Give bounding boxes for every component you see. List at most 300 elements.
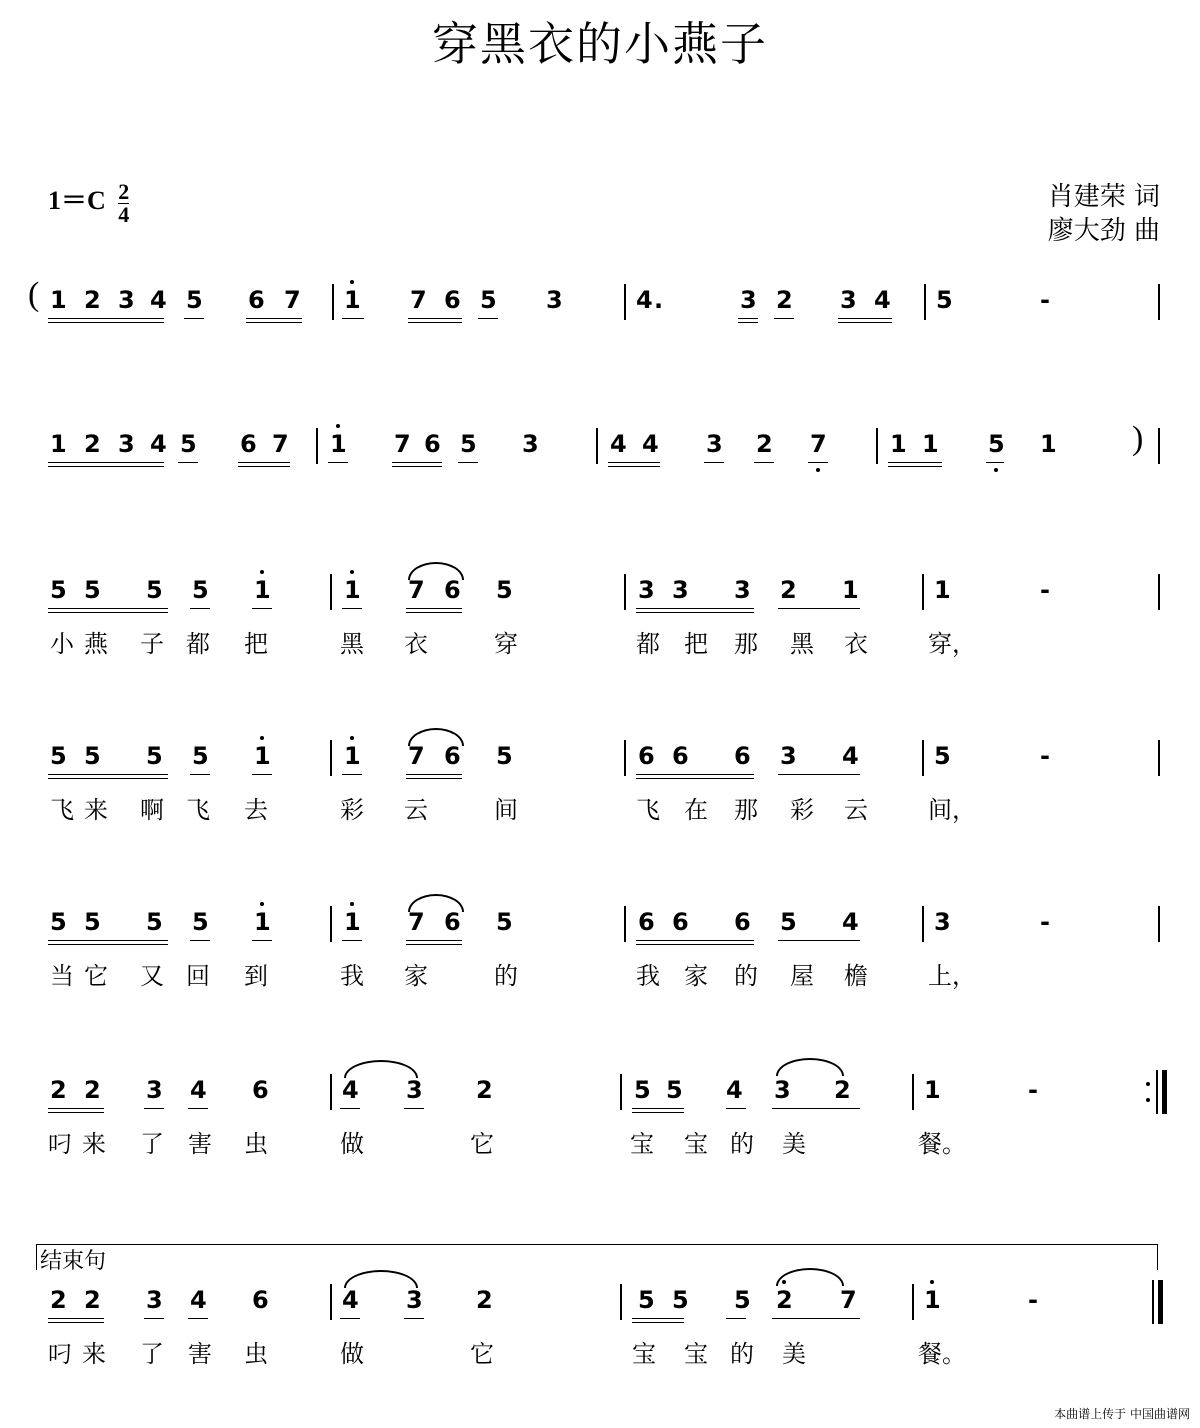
slur [408, 894, 464, 912]
lyric-char: 把 [684, 630, 708, 658]
beam [48, 1318, 104, 1319]
note: 3 [706, 430, 723, 458]
footer-watermark: 本曲谱上传于 中国曲谱网 [1054, 1407, 1190, 1421]
note: 1 [924, 1076, 941, 1104]
beam [48, 1108, 104, 1109]
beam [608, 462, 660, 463]
barline [922, 574, 924, 610]
note: 1 [922, 430, 939, 458]
note: 2 [776, 1286, 793, 1314]
lyric-char: 了 [140, 1130, 164, 1158]
barline [620, 1284, 622, 1320]
note: 5 [672, 1286, 689, 1314]
note: 5 [146, 742, 163, 770]
beam [342, 608, 362, 609]
beam [632, 1318, 684, 1319]
ending-box-left [36, 1244, 37, 1270]
beam [252, 774, 272, 775]
note: 5 [186, 286, 203, 314]
barline [330, 574, 332, 610]
note: 5 [638, 1286, 655, 1314]
beam [458, 462, 478, 463]
barline [1158, 906, 1160, 942]
barline [1156, 1070, 1158, 1114]
beam [408, 322, 462, 323]
thick-barline [1158, 1280, 1163, 1324]
note: - [1040, 742, 1050, 770]
barline [620, 1074, 622, 1110]
beam [838, 322, 892, 323]
lyric-char: 在 [684, 796, 708, 824]
lyric-char: 来 [82, 1130, 106, 1158]
note: 5 [146, 908, 163, 936]
barline [1158, 574, 1160, 610]
lyric-char: 来 [84, 796, 108, 824]
beam [342, 940, 362, 941]
note: 1 [842, 576, 859, 604]
note: 5 [936, 286, 953, 314]
note: 2 [834, 1076, 851, 1104]
beam [48, 608, 168, 609]
lyric-char: 家 [404, 962, 428, 990]
beam [190, 608, 210, 609]
note: 5 [192, 742, 209, 770]
note: 3 [774, 1076, 791, 1104]
note: 7 [408, 576, 425, 604]
barline [924, 284, 926, 320]
slur [408, 728, 464, 746]
repeat-dot [1146, 1098, 1150, 1102]
lyric-char: 的 [730, 1130, 754, 1158]
note: 7 [810, 430, 827, 458]
note: 7 [284, 286, 301, 314]
note: 7 [394, 430, 411, 458]
close-paren: ) [1132, 420, 1144, 457]
lyric-char: 燕 [84, 630, 108, 658]
lyric-char: 叼 [48, 1130, 72, 1158]
beam [392, 466, 442, 467]
high-octave-dot [350, 570, 354, 574]
note: . [654, 286, 664, 314]
lyric-char: 飞 [636, 796, 660, 824]
page-title: 穿黑衣的小燕子 [432, 17, 768, 71]
note: 2 [84, 286, 101, 314]
high-octave-dot [260, 902, 264, 906]
note: - [1040, 908, 1050, 936]
beam [406, 608, 462, 609]
note: 5 [180, 430, 197, 458]
note: 5 [50, 742, 67, 770]
beam [184, 318, 204, 319]
beam [252, 608, 272, 609]
barline [624, 574, 626, 610]
lyricist-credit: 肖建荣 词 [1047, 182, 1160, 212]
barline [624, 906, 626, 942]
beam [726, 1108, 746, 1109]
lyric-char: 做 [340, 1130, 364, 1158]
note: 2 [84, 1076, 101, 1104]
credits [1048, 180, 1160, 248]
slur [408, 562, 464, 580]
note: 5 [192, 908, 209, 936]
barline [596, 428, 598, 464]
beam [778, 608, 860, 609]
beam [808, 462, 828, 463]
beam [632, 1108, 684, 1109]
note: 3 [546, 286, 563, 314]
key-label: 1＝C [48, 186, 106, 215]
beam [986, 462, 1004, 463]
beam [408, 318, 462, 319]
lyric-char: 又 [140, 962, 164, 990]
lyric-char: 了 [140, 1340, 164, 1368]
note: 5 [734, 1286, 751, 1314]
lyric-char: 彩 [340, 796, 364, 824]
lyric-char: 美 [782, 1340, 806, 1368]
note: 3 [734, 576, 751, 604]
note: - [1040, 286, 1050, 314]
note: 7 [408, 742, 425, 770]
note: 6 [252, 1076, 269, 1104]
note: 3 [406, 1076, 423, 1104]
note: 4 [842, 742, 859, 770]
note: 1 [934, 576, 951, 604]
barline [922, 906, 924, 942]
beam [48, 612, 168, 613]
note: 4 [190, 1076, 207, 1104]
beam [392, 462, 442, 463]
note: 6 [424, 430, 441, 458]
note: 4 [610, 430, 627, 458]
barline [624, 740, 626, 776]
lyric-char: 黑 [790, 630, 814, 658]
low-octave-dot [994, 468, 998, 472]
lyric-char: 害 [188, 1130, 212, 1158]
barline [624, 284, 626, 320]
note: 1 [344, 576, 361, 604]
beam [238, 462, 290, 463]
note: - [1028, 1076, 1038, 1104]
barline [1158, 740, 1160, 776]
note: 3 [740, 286, 757, 314]
lyric-char: 宝 [684, 1130, 708, 1158]
barline [876, 428, 878, 464]
lyric-char: 飞 [186, 796, 210, 824]
lyric-char: 穿 [494, 630, 518, 658]
ending-box [36, 1244, 1158, 1245]
note: 1 [254, 576, 271, 604]
note: 5 [934, 742, 951, 770]
lyric-char: 当 [50, 962, 74, 990]
barline [316, 428, 318, 464]
note: 5 [480, 286, 497, 314]
lyric-char: 衣 [844, 630, 868, 658]
barline [1158, 284, 1160, 320]
note: 4 [636, 286, 653, 314]
note: 5 [496, 742, 513, 770]
beam [636, 608, 754, 609]
note: 6 [444, 742, 461, 770]
barline [912, 1074, 914, 1110]
note: 3 [118, 430, 135, 458]
note: 7 [408, 908, 425, 936]
beam [888, 462, 942, 463]
beam [726, 1318, 746, 1319]
beam [48, 322, 164, 323]
note: 6 [672, 908, 689, 936]
note: 4 [642, 430, 659, 458]
beam [48, 462, 164, 463]
beam [406, 774, 462, 775]
lyric-char: 屋 [790, 962, 814, 990]
note: 6 [734, 742, 751, 770]
beam [144, 1108, 164, 1109]
lyric-char: 子 [140, 630, 164, 658]
note: 3 [118, 286, 135, 314]
lyric-char: 餐。 [918, 1130, 966, 1158]
beam [704, 462, 724, 463]
note: 3 [146, 1286, 163, 1314]
note: 2 [776, 286, 793, 314]
high-octave-dot [350, 280, 354, 284]
beam [238, 466, 290, 467]
lyric-char: 云 [844, 796, 868, 824]
beam [48, 774, 168, 775]
lyric-char: 虫 [244, 1340, 268, 1368]
note: 4 [726, 1076, 743, 1104]
note: 6 [444, 576, 461, 604]
beam [188, 1108, 208, 1109]
slur [776, 1058, 844, 1076]
barline [330, 1284, 332, 1320]
note: 2 [50, 1076, 67, 1104]
lyric-char: 美 [782, 1130, 806, 1158]
note: 2 [84, 1286, 101, 1314]
lyric-char: 飞 [50, 796, 74, 824]
barline [332, 284, 334, 320]
note: 5 [84, 576, 101, 604]
beam [48, 1322, 104, 1323]
note: 6 [252, 1286, 269, 1314]
note: 3 [638, 576, 655, 604]
note: 4 [842, 908, 859, 936]
beam [636, 940, 754, 941]
beam [772, 1318, 860, 1319]
lyric-char: 衣 [404, 630, 428, 658]
lyric-char: 那 [734, 796, 758, 824]
high-octave-dot [336, 424, 340, 428]
open-paren: ( [28, 276, 40, 313]
beam [178, 462, 198, 463]
time-sig-bottom: 4 [118, 201, 130, 227]
beam [636, 944, 754, 945]
note: 6 [240, 430, 257, 458]
note: 5 [780, 908, 797, 936]
note: 5 [666, 1076, 683, 1104]
lyric-char: 檐 [844, 962, 868, 990]
beam [738, 318, 758, 319]
beam [188, 1318, 208, 1319]
note: 5 [496, 576, 513, 604]
lyric-char: 穿， [928, 630, 976, 658]
lyric-char: 黑 [340, 630, 364, 658]
slur [344, 1270, 418, 1288]
beam [48, 778, 168, 779]
note: 5 [50, 908, 67, 936]
beam [406, 612, 462, 613]
note: 4 [342, 1286, 359, 1314]
lyric-char: 做 [340, 1340, 364, 1368]
beam [636, 774, 754, 775]
lyric-char: 家 [684, 962, 708, 990]
key-signature [48, 180, 129, 226]
beam [772, 1108, 860, 1109]
lyric-char: 把 [244, 630, 268, 658]
lyric-char: 餐。 [918, 1340, 966, 1368]
lyric-char: 都 [186, 630, 210, 658]
note: 1 [344, 742, 361, 770]
lyric-char: 彩 [790, 796, 814, 824]
beam [190, 940, 210, 941]
beam [48, 940, 168, 941]
lyric-char: 小 [50, 630, 74, 658]
lyric-char: 回 [186, 962, 210, 990]
thick-barline [1162, 1070, 1167, 1114]
time-signature [118, 178, 130, 227]
note: 5 [146, 576, 163, 604]
lyric-char: 它 [470, 1130, 494, 1158]
note: 3 [522, 430, 539, 458]
beam [340, 1108, 360, 1109]
beam [246, 318, 302, 319]
note: 7 [840, 1286, 857, 1314]
ending-label: 结束句 [40, 1249, 107, 1274]
note: 6 [444, 286, 461, 314]
note: 4 [874, 286, 891, 314]
beam [778, 940, 860, 941]
note: 6 [638, 908, 655, 936]
lyric-char: 宝 [630, 1130, 654, 1158]
beam [888, 466, 942, 467]
beam [608, 466, 660, 467]
beam [48, 944, 168, 945]
note: 4 [342, 1076, 359, 1104]
note: 6 [672, 742, 689, 770]
lyric-char: 的 [494, 962, 518, 990]
note: 3 [780, 742, 797, 770]
lyric-char: 间 [494, 796, 518, 824]
beam [246, 322, 302, 323]
high-octave-dot [260, 570, 264, 574]
note: 3 [406, 1286, 423, 1314]
beam [406, 778, 462, 779]
lyric-char: 它 [470, 1340, 494, 1368]
composer-credit: 廖大劲 曲 [1047, 216, 1160, 246]
beam [478, 318, 498, 319]
note: 5 [460, 430, 477, 458]
note: 1 [330, 430, 347, 458]
beam [738, 322, 758, 323]
slur [776, 1268, 844, 1286]
beam [754, 462, 774, 463]
lyric-char: 的 [734, 962, 758, 990]
note: 3 [672, 576, 689, 604]
lyric-char: 虫 [244, 1130, 268, 1158]
barline [330, 740, 332, 776]
note: 6 [248, 286, 265, 314]
note: 5 [84, 742, 101, 770]
beam [252, 940, 272, 941]
note: 2 [756, 430, 773, 458]
beam [404, 1318, 424, 1319]
note: 6 [638, 742, 655, 770]
note: 2 [476, 1076, 493, 1104]
barline [330, 906, 332, 942]
lyric-char: 叼 [48, 1340, 72, 1368]
note: 5 [192, 576, 209, 604]
note: 1 [1040, 430, 1057, 458]
lyric-char: 去 [244, 796, 268, 824]
note: 3 [146, 1076, 163, 1104]
note: 2 [84, 430, 101, 458]
barline [922, 740, 924, 776]
beam [340, 1318, 360, 1319]
note: 5 [634, 1076, 651, 1104]
note: - [1028, 1286, 1038, 1314]
lyric-char: 宝 [684, 1340, 708, 1368]
high-octave-dot [350, 902, 354, 906]
beam [342, 318, 364, 319]
beam [48, 1112, 104, 1113]
lyric-char: 都 [636, 630, 660, 658]
time-sig-top: 2 [118, 178, 130, 204]
note: 1 [254, 908, 271, 936]
repeat-dot [1146, 1082, 1150, 1086]
note: 1 [50, 286, 67, 314]
note: 1 [890, 430, 907, 458]
note: 7 [272, 430, 289, 458]
beam [778, 774, 860, 775]
lyric-char: 来 [82, 1340, 106, 1368]
note: 5 [496, 908, 513, 936]
note: 1 [924, 1286, 941, 1314]
beam [328, 462, 348, 463]
high-octave-dot [350, 736, 354, 740]
note: 2 [50, 1286, 67, 1314]
beam [636, 778, 754, 779]
lyric-char: 那 [734, 630, 758, 658]
note: 3 [934, 908, 951, 936]
barline [1158, 428, 1160, 464]
beam [144, 1318, 164, 1319]
beam [636, 612, 754, 613]
note: 4 [150, 286, 167, 314]
note: 4 [150, 430, 167, 458]
beam [406, 940, 462, 941]
lyric-char: 它 [84, 962, 108, 990]
lyric-char: 啊 [140, 796, 164, 824]
ending-box-right [1157, 1244, 1158, 1270]
high-octave-dot [260, 736, 264, 740]
note: 1 [50, 430, 67, 458]
lyric-char: 上， [928, 962, 976, 990]
note: 5 [50, 576, 67, 604]
note: 2 [780, 576, 797, 604]
beam [48, 466, 164, 467]
lyric-char: 我 [636, 962, 660, 990]
lyric-char: 的 [730, 1340, 754, 1368]
lyric-char: 我 [340, 962, 364, 990]
